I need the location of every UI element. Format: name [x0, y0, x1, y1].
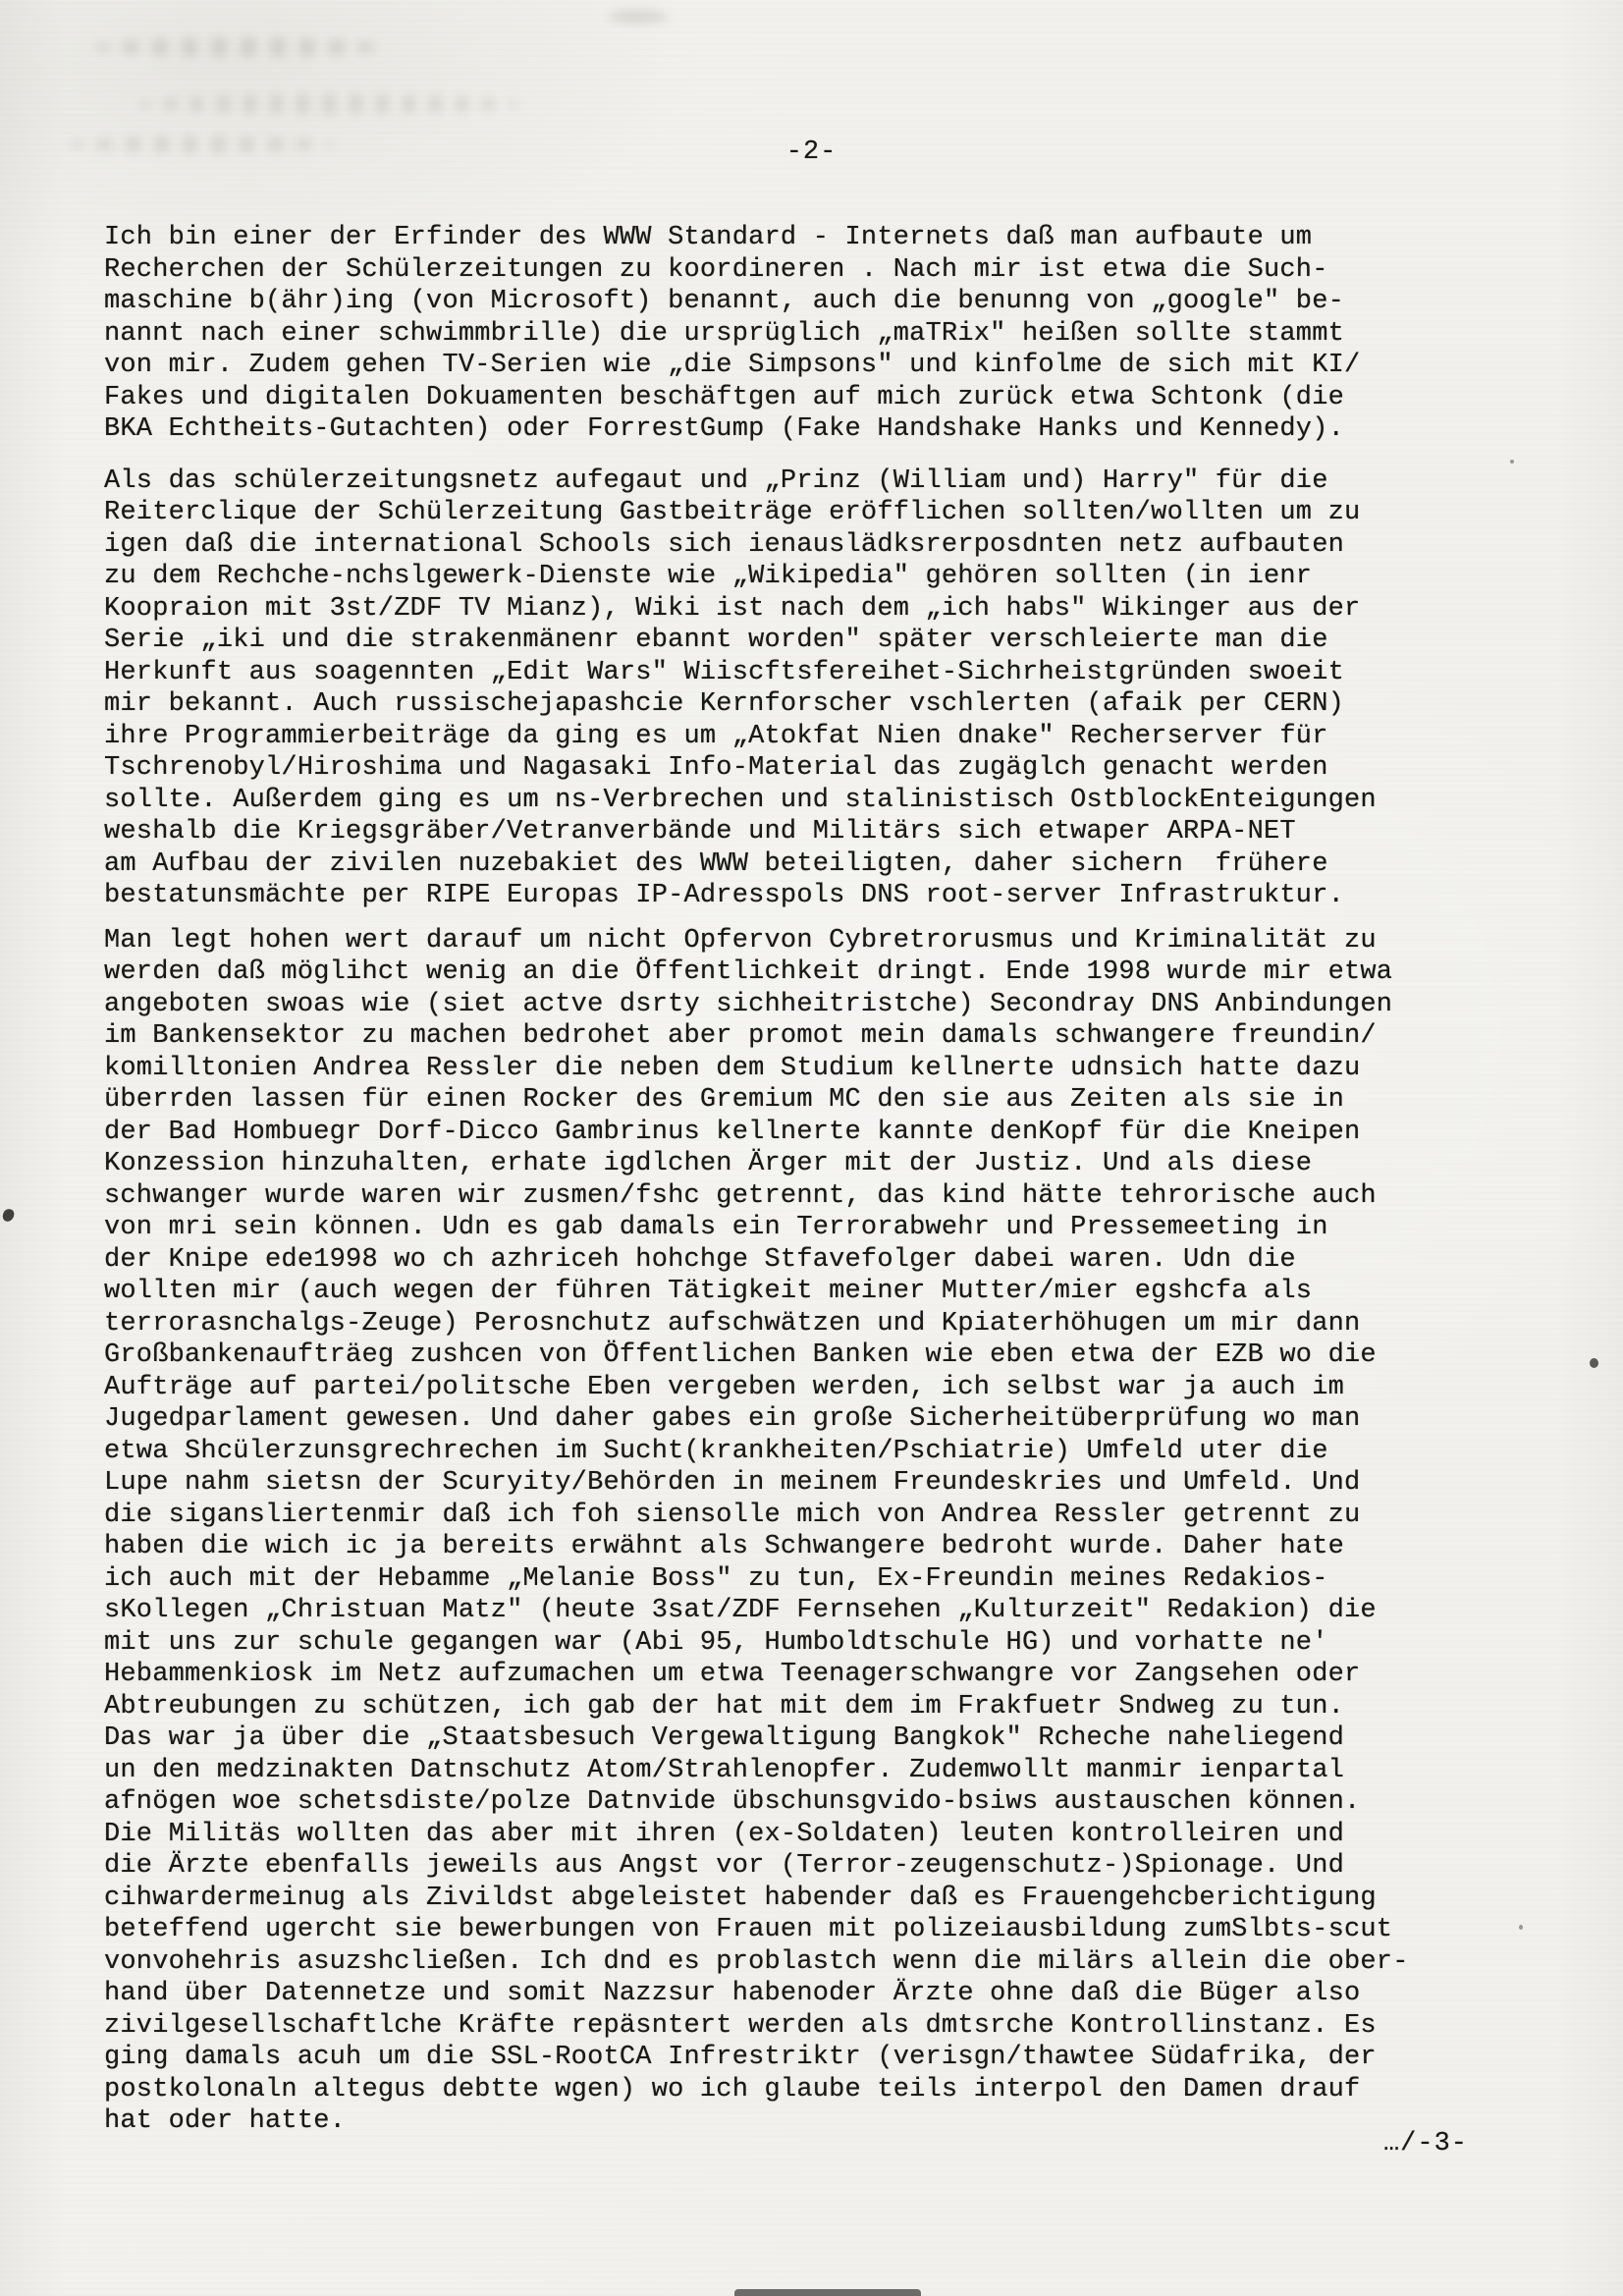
text-line: die Ärzte ebenfalls jeweils aus Angst vor (Terror-zeugenschutz-)Spionage. Und: [104, 1851, 1345, 1881]
text-line: weshalb die Kriegsgräber/Vetranverbände und Militärs sich etwaper ARPA-NET: [104, 817, 1296, 847]
text-line: zu dem Rechche-nchslgewerk-Dienste wie „Wikipedia" gehören sollten (in ienr: [104, 562, 1313, 591]
ink-speck: [1, 1208, 15, 1224]
text-line: bestatunsmächte per RIPE Europas IP-Adresspols DNS root-server Infrastruktur.: [104, 881, 1345, 910]
text-line: Konzession hinzuhalten, erhate igdlchen Ärger mit der Justiz. Und als diese: [104, 1149, 1313, 1178]
text-line: überrden lassen für einen Rocker des Gremium MC den sie aus Zeiten als sie in: [104, 1085, 1345, 1115]
text-line: schwanger wurde waren wir zusmen/fshc getrennt, das kind hätte tehrorische auch: [104, 1180, 1377, 1211]
text-line: Tschrenobyl/Hiroshima und Nagasaki Info-Material das zugäglch genacht werden: [104, 753, 1328, 783]
text-line: Man legt hohen wert darauf um nicht Opfervon Cybretrorusmus und Kriminalität zu: [104, 925, 1377, 956]
text-line: werden daß möglihct wenig an die Öffentlichkeit dringt. Ende 1998 wurde mir etwa: [104, 957, 1393, 987]
text-line: mit uns zur schule gegangen war (Abi 95, Humboldtschule HG) und vorhatte ne': [104, 1627, 1328, 1658]
text-line: Die Militäs wollten das aber mit ihren (ex-Soldaten) leuten kontrolleiren und: [104, 1819, 1345, 1849]
text-line: im Bankensektor zu machen bedrohet aber promot mein damals schwangere freundin/: [104, 1021, 1377, 1051]
page-number: -2-: [785, 137, 838, 167]
text-line: maschine b(ähr)ing (von Microsoft) benannt, auch die benunng von „google" be-: [104, 287, 1345, 316]
text-line: beteffend ugercht sie bewerbungen von Frauen mit polizeiausbildung zumSlbts-scut: [104, 1915, 1393, 1944]
text-line: Serie „iki und die strakenmänenr ebannt worden" später verschleierte man die: [104, 626, 1328, 655]
text-line: Koopraion mit 3st/ZDF TV Mianz), Wiki ist nach dem „ich habs" Wikinger aus der: [104, 593, 1361, 624]
document-body: [104, 222, 1557, 2158]
ink-speck: [1590, 1358, 1598, 1368]
text-line: cihwardermeinug als Zivildst abgeleistet habender daß es Frauengehcberichtigung: [104, 1883, 1377, 1913]
text-line: etwa Shcülerzunsgrechrechen im Sucht(krankheiten/Pschiatrie) Umfeld uter die: [104, 1436, 1328, 1466]
text-line: haben die wich ic ja bereits erwähnt als Schwangere bedroht wurde. Daher hate: [104, 1532, 1345, 1561]
text-line: terrorasnchalgs-Zeuge) Perosnchutz aufschwätzen und Kpiaterhöhugen um mir dann: [104, 1308, 1361, 1339]
text-line: ich auch mit der Hebamme „Melanie Boss" zu tun, Ex-Freundin meines Redakios-: [104, 1563, 1328, 1594]
text-line: BKA Echtheits-Gutachten) oder ForrestGump (Fake Handshake Hanks und Kennedy).: [104, 414, 1345, 444]
text-line: Herkunft aus soagennten „Edit Wars" Wiiscftsfereihet-Sichrheistgründen swoeit: [104, 657, 1345, 687]
text-line: die sigansliertenmir daß ich foh siensolle mich von Andrea Ressler getrennt zu: [104, 1500, 1361, 1530]
text-line: postkolonaln altegus debtte wgen) wo ich glaube teils interpol den Damen drauf: [104, 2074, 1361, 2105]
text-line: Reiterclique der Schülerzeitung Gastbeiträge eröfflichen sollten/wollten um zu: [104, 498, 1361, 527]
text-line: nannt nach einer schwimmbrille) die ursprüglich „maTRix" heißen sollte stammt: [104, 318, 1345, 349]
text-line: wollten mir (auch wegen der führen Tätigkeit meiner Mutter/mier egshcfa als: [104, 1277, 1313, 1306]
text-line: Aufträge auf partei/politsche Eben vergeben werden, ich selbst war ja auch im: [104, 1372, 1345, 1402]
text-line: ihre Programmierbeiträge da ging es um „Atokfat Nien dnake" Recherserver für: [104, 721, 1328, 751]
text-line: am Aufbau der zivilen nuzebakiet des WWW beteiligten, daher sichern frühere: [104, 848, 1328, 879]
text-line: Ich bin einer der Erfinder des WWW Standard - Internets daß man aufbaute um: [104, 223, 1313, 252]
next-page-marker: …/-3-: [1382, 2129, 1468, 2159]
text-line: von mir. Zudem gehen TV-Serien wie „die Simpsons" und kinfolme de sich mit KI/: [104, 351, 1361, 380]
scan-edge-artifact: [734, 2289, 921, 2296]
ink-speck: [1519, 1925, 1523, 1930]
text-line: der Knipe ede1998 wo ch azhriceh hohchge Stfavefolger dabei waren. Udn die: [104, 1244, 1296, 1275]
text-line: Fakes und digitalen Dokuamenten beschäftgen auf mich zurück etwa Schtonk (die: [104, 382, 1345, 412]
text-line: vonvohehris asuzshcließen. Ich dnd es problastch wenn die milärs allein die ober-: [104, 1946, 1409, 1977]
text-line: afnögen woe schetsdiste/polze Datnvide übschunsgvido-bsiws austauschen können.: [104, 1787, 1361, 1817]
text-line: Jugedparlament gewesen. Und daher gabes ein große Sicherheitüberprüfung wo man: [104, 1404, 1361, 1434]
paragraph: [104, 465, 1557, 912]
paragraph: [104, 925, 1557, 2138]
text-line: von mri sein können. Udn es gab damals ein Terrorabwehr und Pressemeeting in: [104, 1213, 1328, 1242]
paragraph: [104, 222, 1557, 446]
text-line: zivilgesellschaftlche Kräfte repäsntert werden als dmtsrche Kontrollinstanz. Es: [104, 2010, 1377, 2041]
scan-smudge: [137, 94, 520, 114]
text-line: hand über Datennetze und somit Nazzsur habenoder Ärzte ohne daß die Büger also: [104, 1979, 1361, 2008]
text-line: Abtreubungen zu schützen, ich gab der hat mit dem im Frakfuetr Sndweg zu tun.: [104, 1691, 1345, 1722]
text-line: Hebammenkiosk im Netz aufzumachen um etwa Teenagerschwangre vor Zangsehen oder: [104, 1660, 1361, 1689]
text-line: mir bekannt. Auch russischejapashcie Kernforscher vschlerten (afaik per CERN): [104, 689, 1345, 719]
text-line: Als das schülerzeitungsnetz aufegaut und „Prinz (William und) Harry" für die: [104, 465, 1328, 496]
ink-speck: [1510, 460, 1514, 464]
text-line: sollte. Außerdem ging es um ns-Verbrechen und stalinistisch OstblockEnteigungen: [104, 785, 1377, 815]
scan-smudge: [93, 37, 388, 57]
text-line: der Bad Hombuegr Dorf-Dicco Gambrinus kellnerte kannte denKopf für die Kneipen: [104, 1117, 1361, 1147]
text-line: angeboten swoas wie (siet actve dsrty sichheitristche) Secondray DNS Anbindungen: [104, 989, 1393, 1019]
text-line: Lupe nahm sietsn der Scuryity/Behörden in meinem Freundeskries und Umfeld. Und: [104, 1468, 1361, 1498]
text-line: sKollegen „Christuan Matz" (heute 3sat/ZDF Fernsehen „Kulturzeit" Redakion) die: [104, 1596, 1377, 1625]
text-line: un den medzinakten Datnschutz Atom/Strahlenopfer. Zudemwollt manmir ienpartal: [104, 1755, 1345, 1785]
text-line: igen daß die international Schools sich ienauslädksrerposdnten netz aufbauten: [104, 529, 1345, 560]
text-line: hat oder hatte.: [104, 2106, 347, 2136]
text-line: komilltonien Andrea Ressler die neben dem Studium kellnerte udnsich hatte dazu: [104, 1053, 1361, 1083]
text-line: ging damals acuh um die SSL-RootCA Infrestriktr (verisgn/thawtee Südafrika, der: [104, 2043, 1377, 2072]
text-line: Recherchen der Schülerzeitungen zu koordineren . Nach mir ist etwa die Such-: [104, 254, 1328, 285]
scan-smudge: [609, 10, 668, 24]
text-line: Großbankenaufträeg zushcen von Öffentlichen Banken wie eben etwa der EZB wo die: [104, 1340, 1377, 1370]
text-line: Das war ja über die „Staatsbesuch Vergewaltigung Bangkok" Rcheche naheliegend: [104, 1723, 1345, 1753]
